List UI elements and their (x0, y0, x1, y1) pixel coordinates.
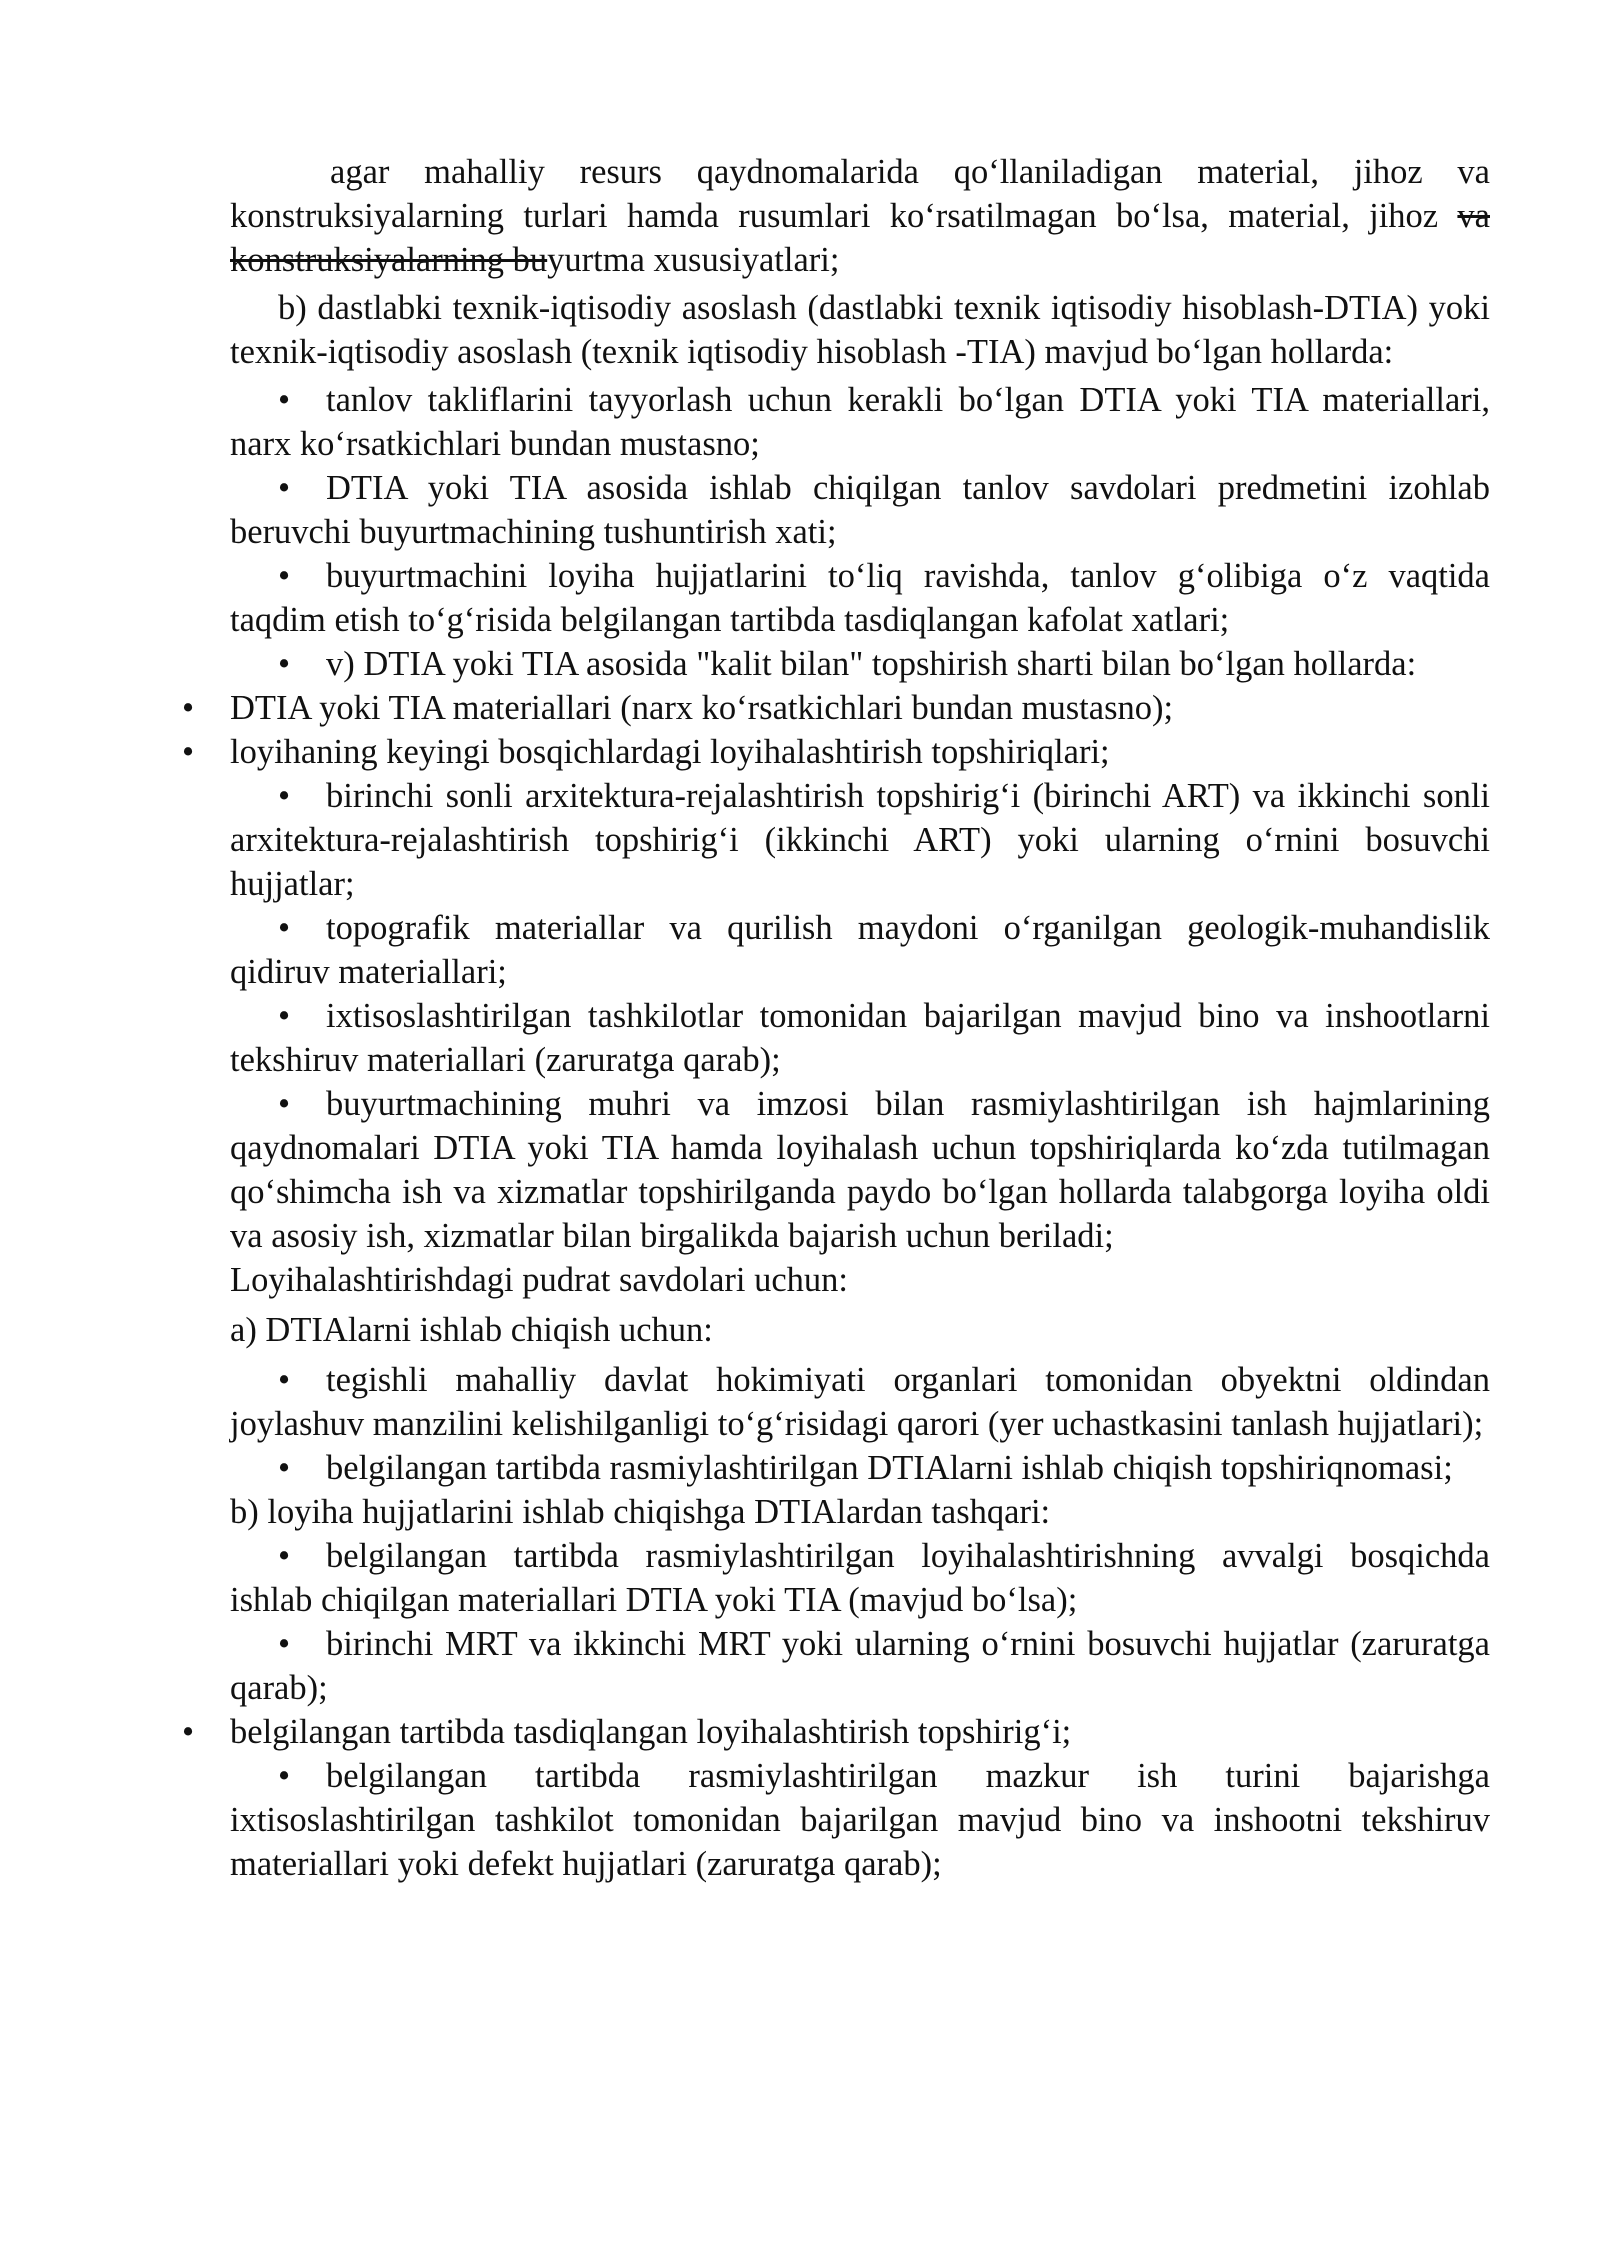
list-item-outdented (182, 686, 1490, 730)
bullet-icon: • (278, 381, 291, 419)
bullet-icon: • (278, 997, 291, 1035)
paragraph-text: agar mahalliy resurs qaydnomalarida qo‘llaniladigan material, jihoz va konstruksiyalarning turlari hamda rusumlari ko‘rsatilmagan bo‘lsa, material, jihoz (230, 153, 1490, 235)
bullet-icon: • (182, 733, 195, 771)
list-item-outdented (182, 1710, 1490, 1754)
bullet-list (182, 378, 1490, 1886)
list-item-outdented (182, 730, 1490, 774)
document-body (182, 150, 1490, 1886)
paragraph-b-dtia: b) dastlabki texnik-iqtisodiy asoslash (dastlabki texnik iqtisodiy hisoblash-DTIA) yoki texnik-iqtisodiy asoslash (texnik iqtisodiy hisoblash -TIA) mavjud bo‘lgan hollarda: (230, 289, 1490, 371)
list-item (230, 642, 1490, 686)
list-item-text: buyurtmachining muhri va imzosi bilan rasmiylashtirilgan ish hajmlarining qaydnomalari DTIA yoki TIA hamda loyihalash uchun topshiriqlarda ko‘zda tutilmagan qo‘shimcha ish va xizmatlar topshirilganda paydo bo‘lgan hollarda talabgorga loyiha oldi va asosiy ish, xizmatlar bilan birgalikda bajarish uchun beriladi; (230, 1085, 1490, 1255)
list-item-text: DTIA yoki TIA materiallari (narx ko‘rsatkichlari bundan mustasno); (230, 689, 1174, 727)
section-heading-line: a) DTIAlarni ishlab chiqish uchun: (230, 1311, 713, 1349)
list-item (230, 1358, 1490, 1446)
list-item (230, 906, 1490, 994)
list-item (230, 774, 1490, 906)
list-item (230, 1754, 1490, 1886)
section-heading-line: b) loyiha hujjatlarini ishlab chiqishga DTIAlardan tashqari: (230, 1493, 1051, 1531)
list-item-text: ixtisoslashtirilgan tashkilotlar tomonidan bajarilgan mavjud bino va inshootlarni tekshiruv materiallari (zaruratga qarab); (230, 997, 1490, 1079)
bullet-icon: • (278, 557, 291, 595)
bullet-icon: • (278, 645, 291, 683)
list-item (230, 994, 1490, 1082)
list-item (230, 1082, 1490, 1258)
list-item-text: belgilangan tartibda rasmiylashtirilgan DTIAlarni ishlab chiqish topshiriqnomasi; (326, 1449, 1453, 1487)
bullet-icon: • (182, 689, 195, 727)
bullet-icon: • (278, 1757, 291, 1795)
bullet-icon: • (278, 1449, 291, 1487)
list-item-text: birinchi sonli arxitektura-rejalashtirish topshirig‘i (birinchi ART) va ikkinchi sonli arxitektura-rejalashtirish topshirig‘i (ikkinchi ART) yoki ularning o‘rnini bosuvchi hujjatlar; (230, 777, 1490, 903)
list-item (230, 466, 1490, 554)
list-item-text: tegishli mahalliy davlat hokimiyati organlari tomonidan obyektni oldindan joylashuv manzilini kelishilganligi to‘g‘risidagi qarori (yer uchastkasini tanlash hujjatlari); (230, 1361, 1490, 1443)
paragraph-resource-list (230, 150, 1490, 282)
list-item-text: DTIA yoki TIA asosida ishlab chiqilgan tanlov savdolari predmetini izohlab beruvchi buyurtmachining tushuntirish xati; (230, 469, 1490, 551)
bullet-icon: • (278, 1625, 291, 1663)
bullet-icon: • (278, 1361, 291, 1399)
bullet-icon: • (278, 1537, 291, 1575)
list-item-text: topografik materiallar va qurilish maydoni o‘rganilgan geologik-muhandislik qidiruv materiallari; (230, 909, 1490, 991)
bullet-icon: • (278, 469, 291, 507)
list-item-text: belgilangan tartibda rasmiylashtirilgan mazkur ish turini bajarishga ixtisoslashtirilgan tashkilot tomonidan bajarilgan mavjud bino va inshootni tekshiruv materiallari yoki defekt hujjatlari (zaruratga qarab); (230, 1757, 1490, 1883)
list-item-text: belgilangan tartibda tasdiqlangan loyihalashtirish topshirig‘i; (230, 1713, 1072, 1751)
bullet-icon: • (278, 1085, 291, 1123)
list-item-text: birinchi MRT va ikkinchi MRT yoki ularning o‘rnini bosuvchi hujjatlar (zaruratga qarab); (230, 1625, 1490, 1707)
list-item (230, 1446, 1490, 1490)
bullet-icon: • (278, 909, 291, 947)
list-item (230, 378, 1490, 466)
paragraph-text-tail: yurtma xususiyatlari; (547, 241, 840, 279)
strikethrough-text: va konstruksiyalarning bu (230, 197, 1490, 279)
list-item-text: belgilangan tartibda rasmiylashtirilgan loyihalashtirishning avvalgi bosqichda ishlab chiqilgan materiallari DTIA yoki TIA (mavjud bo‘lsa); (230, 1537, 1490, 1619)
list-item (230, 1534, 1490, 1622)
list-item-text: tanlov takliflarini tayyorlash uchun kerakli bo‘lgan DTIA yoki TIA materiallari, narx ko‘rsatkichlari bundan mustasno; (230, 381, 1490, 463)
list-item-text: loyihaning keyingi bosqichlardagi loyihalashtirish topshiriqlari; (230, 733, 1110, 771)
bullet-icon: • (278, 777, 291, 815)
section-heading-line: Loyihalashtirishdagi pudrat savdolari uchun: (230, 1261, 848, 1299)
bullet-icon: • (182, 1713, 195, 1751)
list-item (230, 1622, 1490, 1710)
list-item-text: v) DTIA yoki TIA asosida "kalit bilan" topshirish sharti bilan bo‘lgan hollarda: (326, 645, 1417, 683)
list-item-text: buyurtmachini loyiha hujjatlarini to‘liq ravishda, tanlov g‘olibiga o‘z vaqtida taqdim etish to‘g‘risida belgilangan tartibda tasdiqlangan kafolat xatlari; (230, 557, 1490, 639)
list-item (230, 554, 1490, 642)
